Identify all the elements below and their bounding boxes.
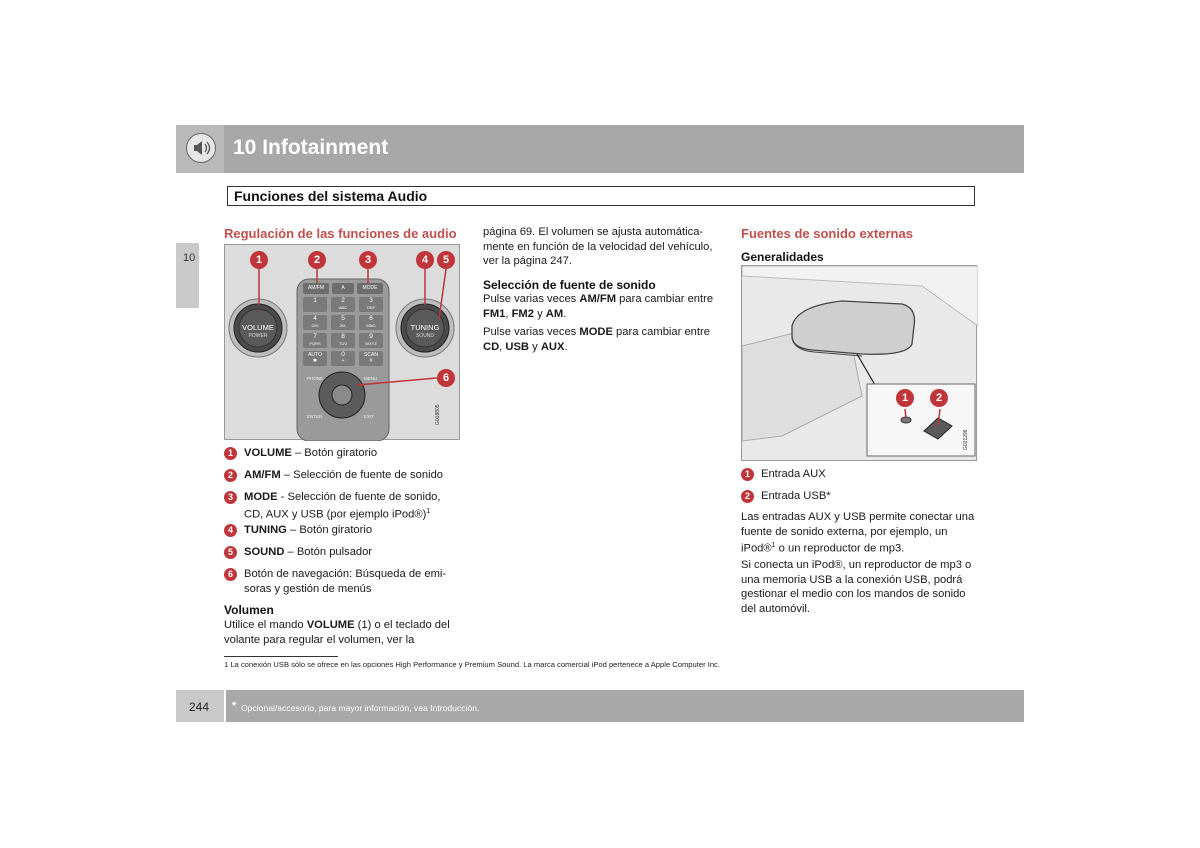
key-9: 9 WXYZ xyxy=(359,333,383,348)
audio-controls-figure xyxy=(224,244,460,440)
callout-1: 1 xyxy=(250,251,268,269)
source-selection-p2: Pulse varias veces MODE para cambiar entre CD, USB y AUX. xyxy=(483,326,710,353)
col1-heading: Regulación de las funciones de audio xyxy=(224,226,457,241)
page-number: 244 xyxy=(189,700,210,714)
figure2-code: G021296 xyxy=(963,429,969,450)
volumen-text: Utilice el mando VOLUME (1) o el teclado del volante para regular el volumen, ver la xyxy=(224,619,450,646)
key-3: 3 DEF xyxy=(359,297,383,312)
key-scan: SCAN # xyxy=(359,351,383,366)
legend-item-1: 1 VOLUME – Botón giratorio xyxy=(224,446,464,462)
console-inputs-figure xyxy=(741,265,977,461)
key-5: 5 JKL xyxy=(331,315,355,330)
section-title: Funciones del sistema Audio xyxy=(234,188,428,204)
speaker-icon xyxy=(186,133,216,163)
source-selection-p1: Pulse varias veces AM/FM para cambiar entre FM1, FM2 y AM. xyxy=(483,293,714,320)
key-auto: AUTO ✱ xyxy=(303,351,327,366)
enter-label: ENTER xyxy=(307,414,323,419)
footer-note: Opcional/accesorio, para mayor información, vea Introducción. xyxy=(241,703,480,713)
callout-4: 4 xyxy=(416,251,434,269)
a-key: A xyxy=(332,283,354,294)
key-7: 7 PQRS xyxy=(303,333,327,348)
footer-star: * xyxy=(232,700,237,712)
callout-3: 3 xyxy=(359,251,377,269)
footnote-rule xyxy=(224,656,338,657)
sound-label: SOUND xyxy=(415,333,435,339)
volumen-continued: página 69. El volumen se ajusta automática- mente en función de la velocidad del vehículo, ver la página 247. xyxy=(483,226,713,268)
side-tab-label: 10 xyxy=(183,252,196,264)
legend-usb: 2 Entrada USB* xyxy=(741,489,981,505)
legend-item-5: 5 SOUND – Botón pulsador xyxy=(224,545,464,561)
external-sources-p1: Las entradas AUX y USB permite conectar una fuente de sonido externa, por ejemplo, un iPod®$^1$ o un reproductor de mp3. xyxy=(741,511,975,555)
legend-item-6: 6 Botón de navegación: Búsqueda de emi- soras y gestión de menús xyxy=(224,567,464,597)
volume-knob-label: VOLUME xyxy=(242,323,274,332)
callout-5: 5 xyxy=(437,251,455,269)
tuning-knob-label: TUNING xyxy=(410,323,440,332)
callout-6: 6 xyxy=(437,369,455,387)
external-sources-p2: Si conecta un iPod®, un reproductor de mp3 o una memoria USB a la conexión USB, podrá gestionar el medio con los mandos de sonido del automóvil. xyxy=(741,559,972,615)
exit-label: EXIT xyxy=(364,414,375,419)
legend-item-2: 2 AM/FM – Selección de fuente de sonido xyxy=(224,468,464,484)
chapter-title: 10 Infotainment xyxy=(233,136,389,159)
menu-label: MENU xyxy=(364,376,378,381)
callout-2: 2 xyxy=(308,251,326,269)
legend-item-3: 3 MODE - Selección de fuente de sonido, CD, AUX y USB (por ejemplo iPod®)$^1$ xyxy=(224,490,464,520)
col3-heading: Fuentes de sonido externas xyxy=(741,226,913,241)
footnote: 1 La conexión USB sólo se ofrece en las opciones High Performance y Premium Sound. La marca comercial iPod pertenece a Apple Computer Inc. xyxy=(224,660,720,669)
phone-label: PHONE xyxy=(307,376,324,381)
legend-item-4: 4 TUNING – Botón giratorio xyxy=(224,523,464,539)
figure-code: G018805 xyxy=(435,404,441,425)
am-fm-key: AM/FM xyxy=(303,283,329,294)
generalidades-heading: Generalidades xyxy=(741,250,824,264)
key-6: 6 MNO xyxy=(359,315,383,330)
key-1: 1 xyxy=(303,297,327,312)
callout-aux: 1 xyxy=(896,389,914,407)
mode-key: MODE xyxy=(357,283,383,294)
key-8: 8 TUV xyxy=(331,333,355,348)
volumen-heading: Volumen xyxy=(224,603,274,617)
callout-usb: 2 xyxy=(930,389,948,407)
source-selection-heading: Selección de fuente de sonido xyxy=(483,278,656,292)
legend-aux: 1 Entrada AUX xyxy=(741,467,981,483)
power-label: POWER xyxy=(248,333,268,339)
key-0: 0 + xyxy=(331,351,355,366)
key-4: 4 GHI xyxy=(303,315,327,330)
key-2: 2 ABC xyxy=(331,297,355,312)
